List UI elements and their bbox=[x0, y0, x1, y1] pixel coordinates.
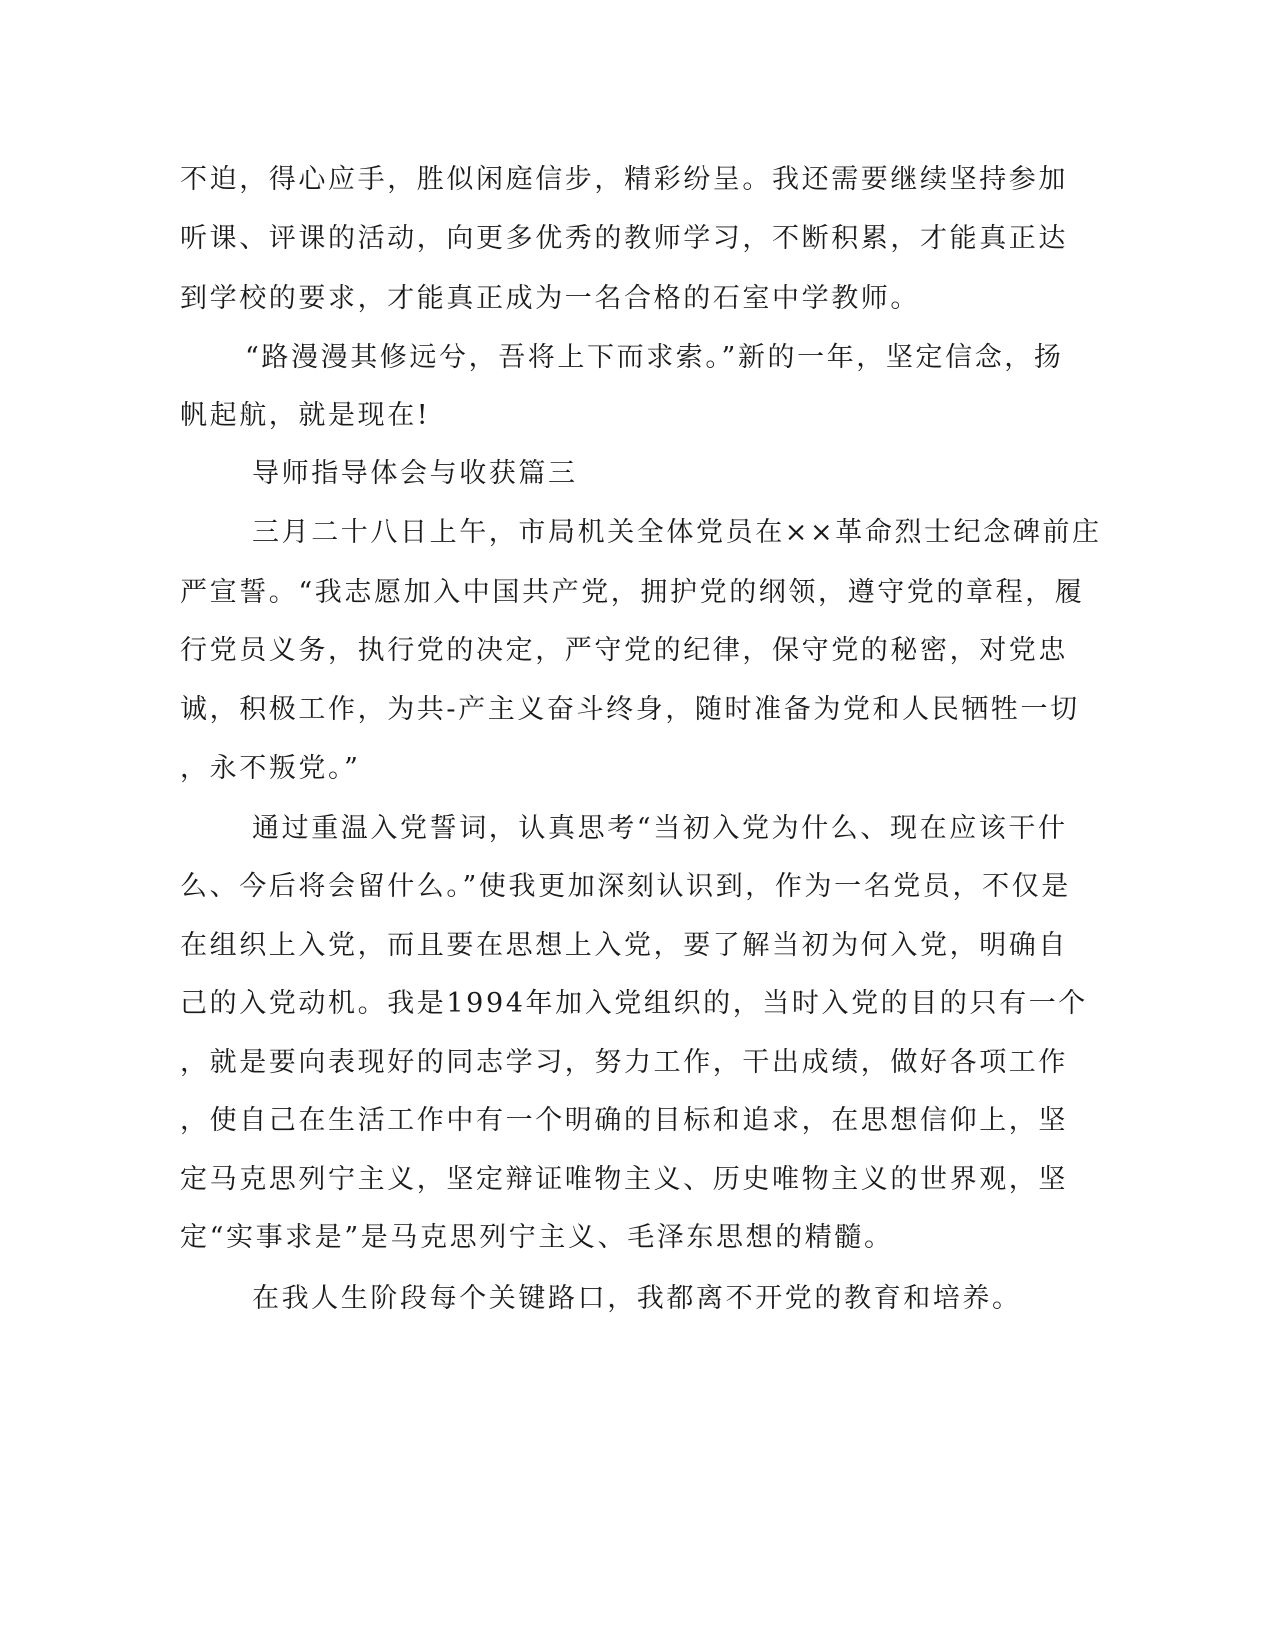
text-line: 诚，积极工作，为共-产主义奋斗终身，随时准备为党和人民牺牲一切 bbox=[180, 694, 1080, 725]
section-heading: 导师指导体会与收获篇三 bbox=[252, 458, 578, 489]
text-line: 不迫，得心应手，胜似闲庭信步，精彩纷呈。我还需要继续坚持参加 bbox=[180, 164, 1068, 195]
text-line: 严宣誓。“我志愿加入中国共产党，拥护党的纲领，遵守党的章程，履 bbox=[180, 577, 1085, 608]
text-line: 定马克思列宁主义，坚定辩证唯物主义、历史唯物主义的世界观，坚 bbox=[180, 1164, 1068, 1195]
text-line: 在我人生阶段每个关键路口，我都离不开党的教育和培养。 bbox=[252, 1283, 1022, 1314]
text-line: 到学校的要求，才能真正成为一名合格的石室中学教师。 bbox=[180, 283, 920, 314]
text-line: 行党员义务，执行党的决定，严守党的纪律，保守党的秘密，对党忠 bbox=[180, 635, 1068, 666]
text-line: 通过重温入党誓词，认真思考“当初入党为什么、现在应该干什 bbox=[252, 813, 1068, 844]
text-line: 听课、评课的活动，向更多优秀的教师学习，不断积累，才能真正达 bbox=[180, 223, 1068, 254]
text-line: 在组织上入党，而且要在思想上入党，要了解当初为何入党，明确自 bbox=[180, 930, 1068, 961]
text-line: 定“实事求是”是马克思列宁主义、毛泽东思想的精髓。 bbox=[180, 1222, 894, 1253]
text-line: 帆起航，就是现在! bbox=[180, 400, 431, 431]
text-line: 三月二十八日上午，市局机关全体党员在××革命烈士纪念碑前庄 bbox=[252, 517, 1102, 548]
text-line: 己的入党动机。我是1994年加入党组织的，当时入党的目的只有一个 bbox=[180, 988, 1088, 1019]
text-line: ，就是要向表现好的同志学习，努力工作，干出成绩，做好各项工作 bbox=[180, 1047, 1068, 1078]
text-line: 么、今后将会留什么。”使我更加深刻认识到，作为一名党员，不仅是 bbox=[180, 871, 1071, 902]
text-line: “路漫漫其修远兮，吾将上下而求索。”新的一年，坚定信念，扬 bbox=[245, 342, 1064, 373]
text-line: ，永不叛党。” bbox=[180, 753, 361, 784]
text-line: ，使自己在生活工作中有一个明确的目标和追求，在思想信仰上，坚 bbox=[180, 1105, 1068, 1136]
